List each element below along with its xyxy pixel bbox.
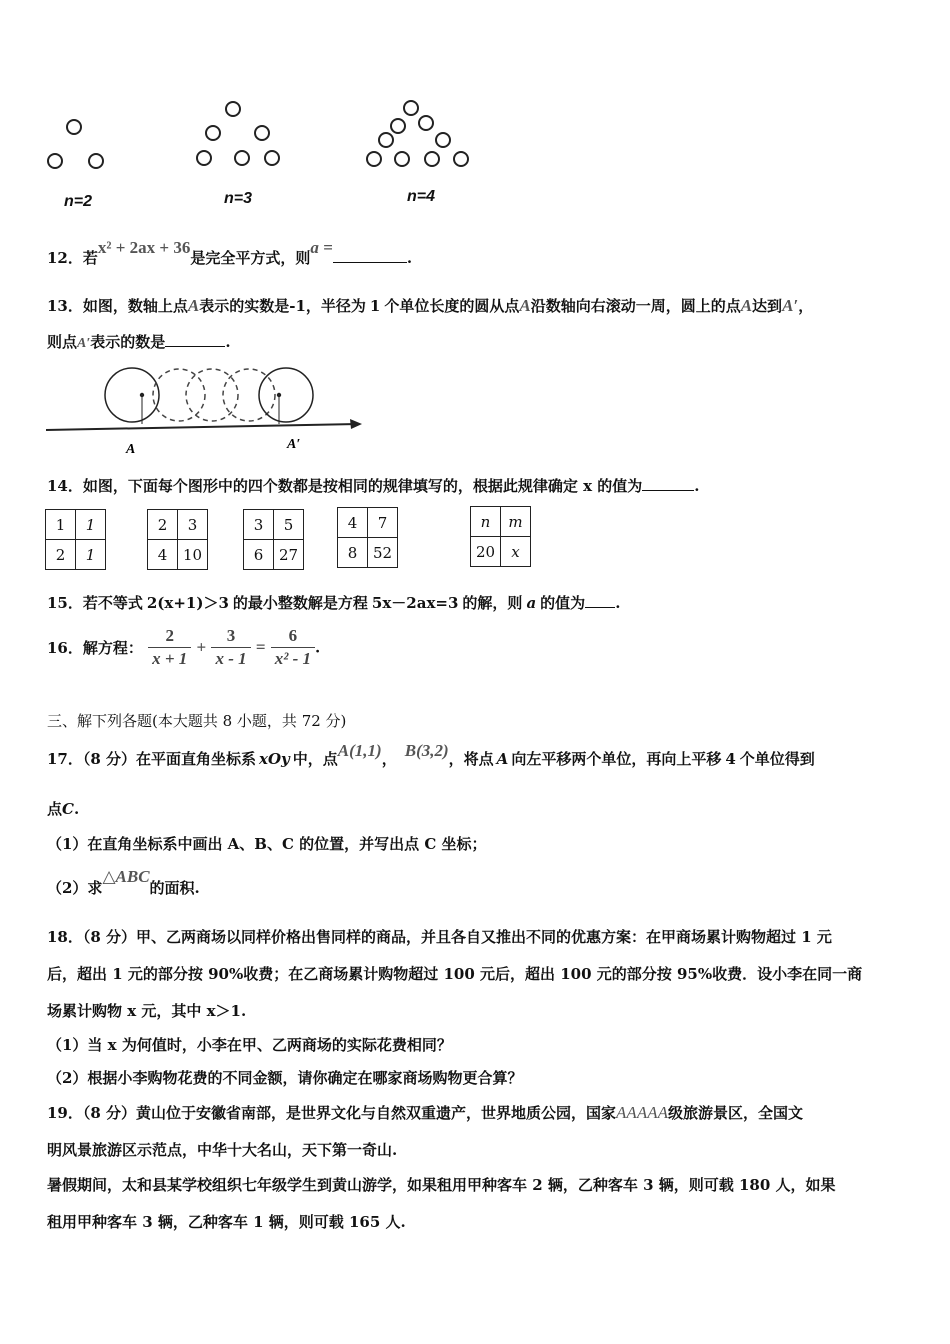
q17-C: C	[62, 800, 74, 818]
q14-answer-blank[interactable]	[642, 476, 694, 491]
fraction-1	[148, 625, 191, 670]
grid-cell: 8	[338, 538, 368, 568]
figure-label-A: A	[126, 442, 136, 457]
grid-cell: 3	[178, 510, 208, 540]
q13-text-d: 沿数轴向右滚动一周，圆上的点	[530, 297, 741, 315]
q13-point-A: A	[519, 296, 531, 315]
q17-A: A	[496, 750, 509, 768]
q17-text-c: ，将点	[448, 750, 494, 768]
axis-arrow	[350, 419, 362, 429]
dot	[196, 150, 212, 166]
label-n2: n=2	[64, 193, 93, 210]
q13-comma: ，	[798, 297, 814, 315]
start-circle	[105, 368, 159, 422]
dot	[424, 151, 440, 167]
label-n4: n=4	[407, 188, 436, 205]
fraction-2	[211, 625, 250, 670]
q13-text-a: 13．如图，数轴上点	[47, 297, 188, 315]
plus-sign: +	[196, 637, 207, 657]
dot	[254, 125, 270, 141]
fraction-3	[271, 625, 315, 670]
dot	[264, 150, 280, 166]
grid-cell: 3	[244, 510, 274, 540]
grid-cell: x	[501, 537, 531, 567]
fraction-1-numerator: 2	[148, 625, 191, 648]
fraction-3-numerator: 6	[271, 625, 315, 648]
q17-text-a: 17．（8 分）在平面直角坐标系	[47, 750, 257, 768]
grid-cell: m	[501, 507, 531, 537]
q13-line2-a: 则点	[47, 333, 78, 351]
dot	[366, 151, 382, 167]
q17-sub2-b: 的面积.	[149, 879, 200, 897]
fraction-2-numerator: 3	[211, 625, 250, 648]
q17-triangle: △ABC	[102, 867, 150, 886]
grid-cell: 1	[76, 540, 106, 570]
q12-mid: 是完全平方式，则	[190, 249, 311, 267]
q12-variable: a =	[310, 238, 333, 257]
grid-cell: 4	[338, 508, 368, 538]
grid-cell: 6	[244, 540, 274, 570]
question-18-sub1: （1）当 x 为何值时，小李在甲、乙两商场的实际花费相同？	[47, 1036, 452, 1054]
q19-aaaaa: AAAAA	[616, 1103, 668, 1122]
q17-line2-a: 点	[47, 800, 63, 818]
figure-label-A-prime: A′	[287, 437, 301, 452]
section-3-title: 三、解下列各题(本大题共 8 小题，共 72 分)	[47, 712, 347, 730]
grid-cell: 2	[148, 510, 178, 540]
end-circle	[259, 368, 313, 422]
question-19-line2: 明风景旅游区示范点，中华十大名山，天下第一奇山.	[47, 1141, 398, 1159]
grid-cell: 5	[274, 510, 304, 540]
q13-answer-blank[interactable]	[165, 332, 225, 347]
dot	[205, 125, 221, 141]
q13-text-b: 表示的实数是-1，半径为	[199, 297, 366, 315]
question-14	[47, 476, 700, 496]
q17-point-B: B(3,2)	[404, 741, 449, 760]
question-15	[47, 593, 620, 613]
q13-point-A: A	[740, 296, 753, 315]
q16-label: 16．解方程：	[47, 639, 143, 657]
fraction-2-denominator: x - 1	[215, 649, 247, 668]
q13-one: 1	[369, 297, 381, 315]
grid-cell: 7	[368, 508, 398, 538]
q12-end: .	[406, 249, 413, 267]
question-18-sub2: （2）根据小李购物花费的不同金额，请你确定在哪家商场购物更合算？	[47, 1069, 523, 1087]
q13-text-e: 达到	[752, 297, 783, 315]
grid-cell: 27	[274, 540, 304, 570]
q17-sub2-a: （2）求	[47, 879, 103, 897]
q17-line2-b: .	[73, 800, 80, 818]
grid-cell: n	[471, 507, 501, 537]
question-12	[47, 238, 413, 268]
question-17-sub1: （1）在直角坐标系中画出 A、B、C 的位置，并写出点 C 坐标；	[47, 835, 487, 853]
grid-cell: 20	[471, 537, 501, 567]
dot-pattern-figure	[0, 90, 500, 220]
q17-text-d: 向左平移两个单位，再向上平移	[511, 750, 722, 768]
q15-inequality: 2(x+1)＞3	[146, 594, 229, 612]
question-17-sub2	[47, 867, 200, 898]
q15-variable: a	[526, 594, 537, 612]
q19-text-a: 19．（8 分）黄山位于安徽省南部，是世界文化与自然双重遗产，世界地质公园，国家	[47, 1104, 617, 1122]
number-grid-5	[470, 506, 531, 567]
dot	[435, 132, 451, 148]
fraction-1-denominator: x + 1	[152, 649, 188, 668]
question-17-line1	[47, 741, 815, 769]
q15-answer-blank[interactable]	[585, 593, 615, 608]
question-18-line1: 18．（8 分）甲、乙两商场以同样价格出售同样的商品，并且各自又推出不同的优惠方案：在甲商场累计购物超过 1 元	[47, 928, 832, 946]
dot	[66, 119, 82, 135]
q19-text-b: 级旅游景区，全国文	[667, 1104, 803, 1122]
q12-answer-blank[interactable]	[333, 248, 407, 263]
fraction-3-denominator: x² - 1	[274, 649, 312, 668]
q17-xoy: xOy	[259, 750, 290, 768]
dot	[453, 151, 469, 167]
q17-text-b: 中，点	[292, 750, 338, 768]
question-17-line2	[47, 799, 79, 819]
q13-point-A-prime: A′	[77, 336, 91, 351]
question-13-line1	[47, 296, 813, 316]
q12-number: 12．若	[47, 249, 98, 267]
q13-text-c: 个单位长度的圆从点	[384, 297, 520, 315]
grid-cell: 4	[148, 540, 178, 570]
dot	[390, 118, 406, 134]
question-18-line3: 场累计购物 x 元，其中 x＞1.	[47, 1002, 247, 1020]
q13-line2-b: 表示的数是	[90, 333, 166, 351]
q16-end: .	[315, 638, 321, 657]
question-13-line2	[47, 332, 231, 354]
q17-point-A: A(1,1)	[337, 741, 382, 760]
number-grid-3	[243, 509, 304, 570]
q14-text: 14．如图，下面每个图形中的四个数都是按相同的规律填写的，根据此规律确定 x 的值为	[47, 477, 643, 495]
q15-equation: 5x－2ax=3	[371, 594, 459, 612]
q15-end: .	[615, 594, 621, 612]
question-19-line4: 租用甲种客车 3 辆，乙种客车 1 辆，则可载 165 人.	[47, 1213, 406, 1231]
number-grid-2	[147, 509, 208, 570]
q17-four: 4	[725, 750, 736, 768]
question-19-line3: 暑假期间，太和县某学校组织七年级学生到黄山游学，如果租用甲种客车 2 辆，乙种客车 3 辆，则可载 180 人，如果	[47, 1176, 836, 1194]
q15-text-b: 的最小整数解是方程	[232, 594, 368, 612]
dot	[403, 100, 419, 116]
q15-text-d: 的值为	[540, 594, 586, 612]
number-axis	[46, 424, 358, 430]
label-n3: n=3	[224, 190, 253, 207]
grid-cell: 1	[76, 510, 106, 540]
q15-text-a: 15．若不等式	[47, 594, 143, 612]
dot	[225, 101, 241, 117]
q13-point-A-prime: A′	[782, 296, 799, 315]
dot	[234, 150, 250, 166]
equals-sign: =	[255, 637, 266, 657]
q14-end: .	[694, 477, 700, 495]
number-grid-4	[337, 507, 398, 568]
dot	[88, 153, 104, 169]
grid-cell: 2	[46, 540, 76, 570]
number-grid-1	[45, 509, 106, 570]
q13-point-A: A	[187, 296, 200, 315]
grid-cell: 52	[368, 538, 398, 568]
question-19-line1	[47, 1103, 803, 1123]
dot	[47, 153, 63, 169]
dot	[378, 132, 394, 148]
q13-end: .	[225, 333, 231, 351]
grid-cell: 1	[46, 510, 76, 540]
q17-separator: ，	[381, 750, 397, 768]
dot	[418, 115, 434, 131]
q17-text-e: 个单位得到	[739, 750, 815, 768]
grid-cell: 10	[178, 540, 208, 570]
rolling-circle-figure	[44, 362, 370, 458]
rolling-circle-dashed	[153, 369, 205, 421]
dot	[394, 151, 410, 167]
q15-text-c: 的解，则	[462, 594, 523, 612]
question-18-line2: 后，超出 1 元的部分按 90%收费；在乙商场累计购物超过 100 元后，超出 100 元的部分按 95%收费．设小李在同一商	[47, 965, 863, 983]
question-16	[47, 625, 320, 670]
q12-expression: x² + 2ax + 36	[97, 238, 191, 257]
